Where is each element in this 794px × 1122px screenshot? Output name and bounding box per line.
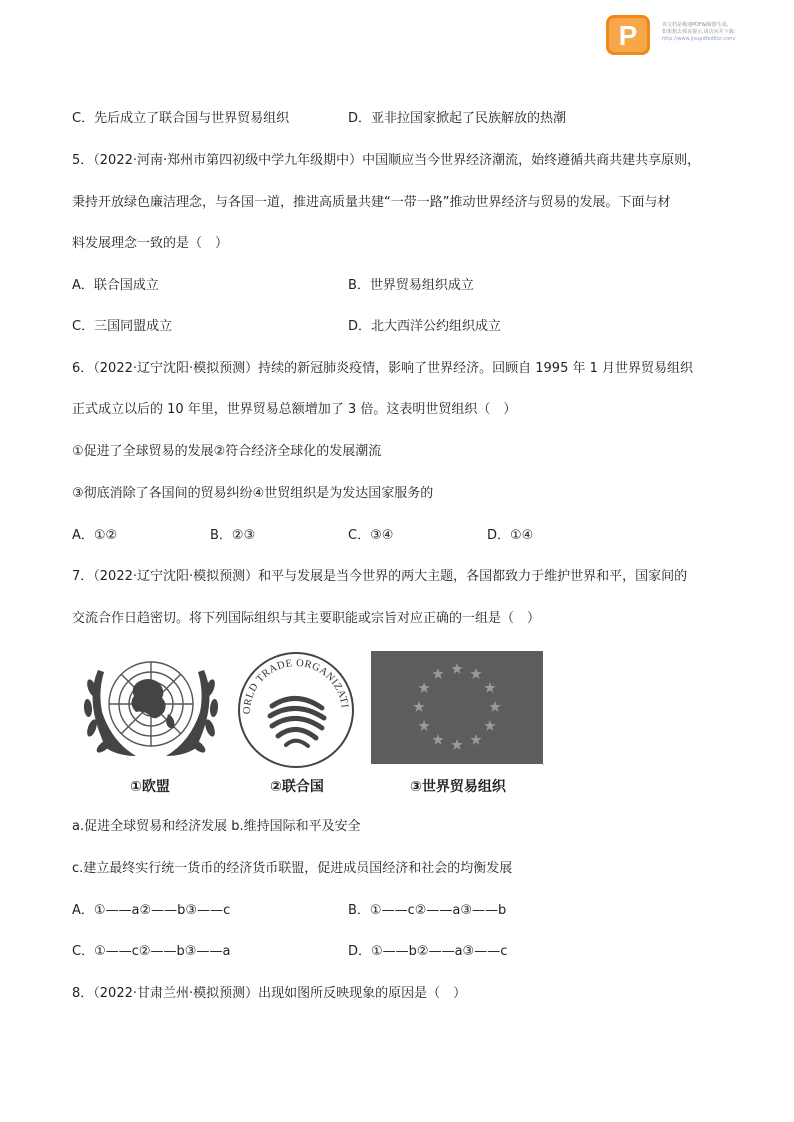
wto-logo-text: ORLD TRADE ORGANIZATI xyxy=(241,657,350,715)
eu-flag-image xyxy=(371,651,543,764)
q6-option-a: A．①② xyxy=(72,528,118,543)
q7-stem-line: 交流合作日趋密切。将下列国际组织与其主要职能或宗旨对应正确的一组是（ ） xyxy=(72,611,541,626)
q4-option-c: C．先后成立了联合国与世界贸易组织 xyxy=(72,111,290,126)
q5-stem-line: 5．（2022·河南·郑州市第四初级中学九年级期中）中国顺应当今世界经济潮流，始终遵循共商共建共享原则， xyxy=(72,153,701,168)
un-emblem-image xyxy=(78,652,224,764)
q7-stem-line: 7．（2022·辽宁沈阳·模拟预测）和平与发展是当今世界的两大主题，各国都致力于维护世界和平，国家间的 xyxy=(72,569,688,584)
q4-option-d: D．亚非拉国家掀起了民族解放的热潮 xyxy=(348,111,567,126)
q5-option-b: B．世界贸易组织成立 xyxy=(348,278,474,293)
watermark-line: 该文档是极速PDF编辑器生成, xyxy=(662,22,729,28)
caption-un: ②联合国 xyxy=(270,779,324,795)
q6-stem-line: 正式成立以后的 10 年里，世界贸易总额增加了 3 倍。这表明世贸组织（ ） xyxy=(72,402,517,417)
q6-option-b: B．②③ xyxy=(210,528,256,543)
wto-logo-image xyxy=(232,650,360,768)
q5-option-a: A．联合国成立 xyxy=(72,278,159,293)
q6-statement: ①促进了全球贸易的发展②符合经济全球化的发展潮流 xyxy=(72,444,382,459)
watermark-url[interactable]: http://www.jisupdfeditor.com/ xyxy=(662,36,736,42)
caption-eu: ①欧盟 xyxy=(130,779,170,795)
q5-option-c: C．三国同盟成立 xyxy=(72,319,173,334)
q6-option-c: C．③④ xyxy=(348,528,394,543)
q7-item-c: c.建立最终实行统一货币的经济货币联盟，促进成员国经济和社会的均衡发展 xyxy=(72,861,513,876)
q5-stem-line: 秉持开放绿色廉洁理念，与各国一道，推进高质量共建“一带一路”推动世界经济与贸易的发展。下面与材 xyxy=(72,195,671,210)
q5-stem-line: 料发展理念一致的是（ ） xyxy=(72,236,229,251)
pdf-editor-logo xyxy=(605,14,651,56)
q6-stem-line: 6．（2022·辽宁沈阳·模拟预测）持续的新冠肺炎疫情，影响了世界经济。回顾自 1995 年 1 月世界贸易组织 xyxy=(72,361,694,376)
q8-stem-line: 8．（2022·甘肃兰州·模拟预测）出现如图所反映现象的原因是（ ） xyxy=(72,986,467,1001)
image-edge-dot: . xyxy=(542,758,545,767)
q7-option-d: D．①——b②——a③——c xyxy=(348,944,508,959)
q7-option-b: B．①——c②——a③——b xyxy=(348,903,507,918)
q7-option-a: A．①——a②——b③——c xyxy=(72,903,231,918)
watermark-line: 如果想去掉该提示,请访问并下载: xyxy=(662,29,736,35)
q7-option-c: C．①——c②——b③——a xyxy=(72,944,231,959)
logo-letter: P xyxy=(618,20,638,51)
watermark-text xyxy=(662,22,782,43)
q6-option-d: D．①④ xyxy=(487,528,534,543)
q7-item-ab: a.促进全球贸易和经济发展 b.维持国际和平及安全 xyxy=(72,819,361,834)
q6-statement: ③彻底消除了各国间的贸易纠纷④世贸组织是为发达国家服务的 xyxy=(72,486,434,501)
caption-wto: ③世界贸易组织 xyxy=(410,779,506,795)
q5-option-d: D．北大西洋公约组织成立 xyxy=(348,319,502,334)
